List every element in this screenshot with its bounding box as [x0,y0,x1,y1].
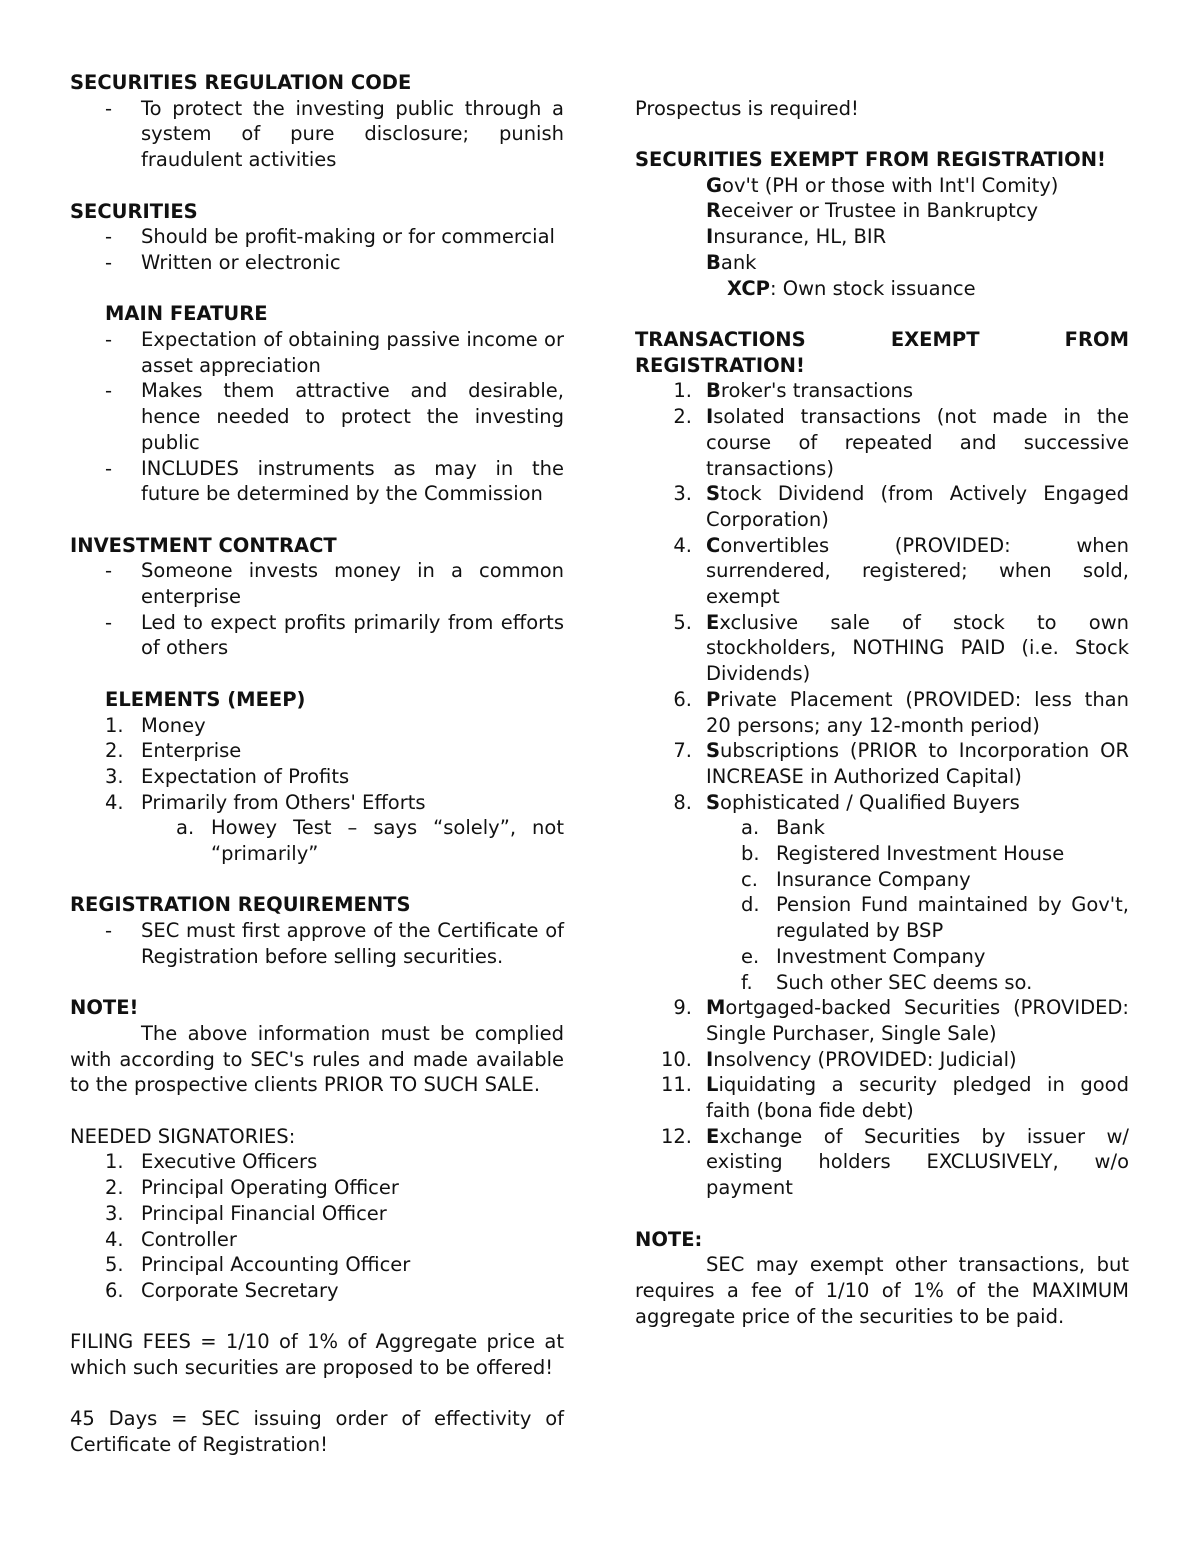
list-item: 2. Enterprise [105,739,242,763]
list-item: 5. Exclusive sale of stock to own stockholders, NOTHING PAID (i.e. Stock Dividends) [673,610,1129,686]
filing-fees: FILING FEES = 1/10 of 1% of Aggregate price at which such securities are proposed to be offered! [70,1330,564,1380]
list-item: 3. Stock Dividend (from Actively Engaged Corporation) [673,482,1129,531]
list-item: 6. Private Placement (PROVIDED: less than 20 persons; any 12-month period) [673,687,1129,737]
list-item: - Should be profit-making or for commercial [105,225,555,249]
list-item: - Written or electronic [105,250,341,274]
list-subitem: a. Bank [741,816,825,840]
note-text: The above information must be complied with according to SEC's rules and made available to the prospective clients PRIOR TO SUCH SALE. [70,1021,564,1097]
list-item: - To protect the investing public through a system of pure disclosure; punish fraudulent activities [105,96,564,172]
list-item: 2. Isolated transactions (not made in the course of repeated and successive transactions) [673,405,1129,480]
transactions-heading: TRANSACTIONS EXEMPT FROM [635,327,1129,351]
list-item: 7. Subscriptions (PRIOR to Incorporation OR INCREASE in Authorized Capital) [673,739,1129,788]
list-item: 4. Primarily from Others' Efforts [105,790,426,814]
right-column [635,70,1129,1329]
list-item: Insurance, HL, BIR [706,225,887,249]
list-item: 2. Principal Operating Officer [105,1176,399,1200]
list-item: Receiver or Trustee in Bankruptcy [706,199,1039,223]
list-item: - Someone invests money in a common enterprise [105,559,564,609]
list-item: 1. Executive Officers [105,1150,318,1174]
list-item: Gov't (PH or those with Int'l Comity) [706,173,1059,197]
list-item: 4. Controller [105,1227,237,1251]
main-feature-heading: MAIN FEATURE [105,302,268,326]
list-item: - Expectation of obtaining passive income or asset appreciation [105,328,564,377]
transactions-heading-line2: REGISTRATION! [635,353,805,377]
list-item: 3. Expectation of Profits [105,764,350,788]
left-column [70,70,564,1458]
list-item: - SEC must first approve of the Certificate of Registration before selling securities. [105,919,564,968]
elements-heading: ELEMENTS (MEEP) [105,687,306,711]
list-item: 11. Liquidating a security pledged in good faith (bona fide debt) [660,1073,1129,1123]
list-item: - Led to expect profits primarily from efforts of others [105,610,564,660]
list-item: 5. Principal Accounting Officer [105,1253,411,1277]
list-subitem: e. Investment Company [741,944,986,968]
list-subitem: b. Registered Investment House [741,842,1065,866]
list-item: 8. Sophisticated / Qualified Buyers [673,790,1020,814]
list-subitem: f. Such other SEC deems so. [741,970,1033,994]
list-item: 10. Insolvency (PROVIDED: Judicial) [660,1047,1017,1071]
list-item: 3. Principal Financial Officer [105,1201,387,1225]
list-item: 12. Exchange of Securities by issuer w/ existing holders EXCLUSIVELY, w/o payment [660,1124,1129,1200]
list-item: 9. Mortgaged-backed Securities (PROVIDED: Single Purchaser, Single Sale) [673,996,1129,1045]
note-heading: NOTE: [635,1227,703,1251]
note-heading: NOTE! [70,996,139,1020]
list-item: 1. Broker's transactions [673,379,914,403]
list-item: - INCLUDES instruments as may in the future be determined by the Commission [105,456,564,506]
effectivity-days: 45 Days = SEC issuing order of effectivity of Certificate of Registration! [70,1407,564,1457]
list-item: 6. Corporate Secretary [105,1278,339,1302]
signatories-heading: NEEDED SIGNATORIES: [70,1124,296,1148]
registration-heading: REGISTRATION REQUIREMENTS [70,893,411,917]
exception-line: XCP: Own stock issuance [727,276,976,300]
exempt-securities-heading: SECURITIES EXEMPT FROM REGISTRATION! [635,148,1106,172]
note-text: SEC may exempt other transactions, but requires a fee of 1/10 of 1% of the MAXIMUM aggregate price of the securities to be paid. [635,1253,1129,1328]
list-item: 4. Convertibles (PROVIDED: when surrendered, registered; when sold, exempt [673,533,1129,609]
list-subitem: d. Pension Fund maintained by Gov't, regulated by BSP [741,893,1129,943]
src-heading: SECURITIES REGULATION CODE [70,71,412,94]
prospectus-note: Prospectus is required! [635,96,859,120]
list-item: 1. Money [105,713,206,737]
investment-contract-heading: INVESTMENT CONTRACT [70,533,337,557]
securities-heading: SECURITIES [70,199,198,223]
list-item: - Makes them attractive and desirable, hence needed to protect the investing public [105,379,564,454]
list-subitem: c. Insurance Company [741,867,971,891]
list-subitem: a. Howey Test – says “solely”, not “primarily” [176,816,564,866]
list-item: Bank [706,250,757,274]
